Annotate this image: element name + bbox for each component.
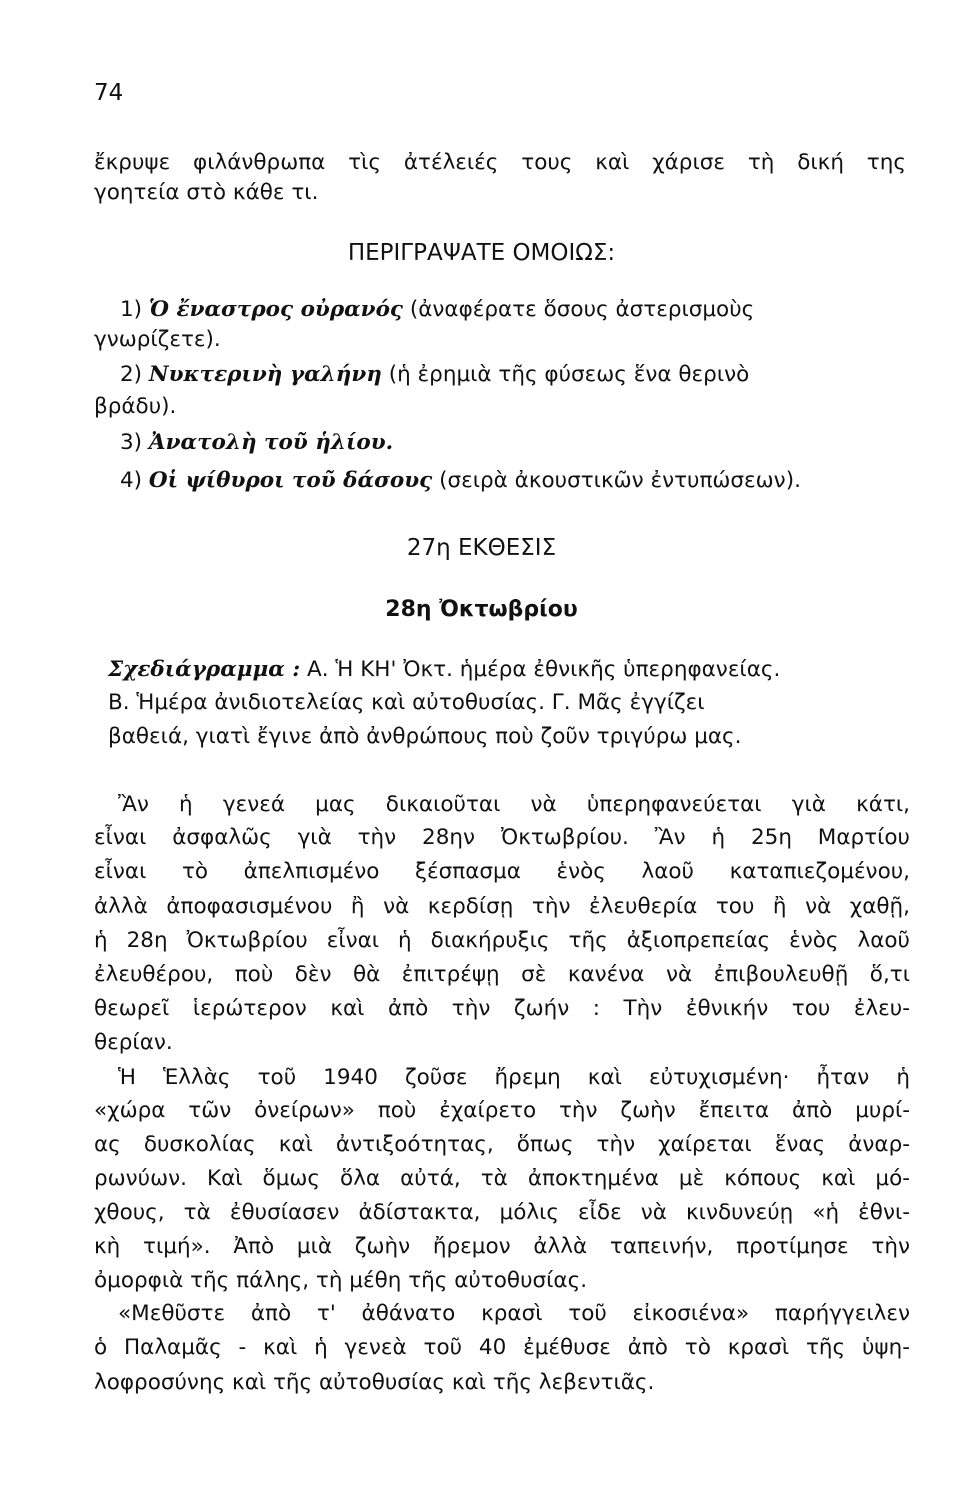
essay-number-heading: 27η ΕΚΘΕΣΙΣ bbox=[406, 535, 557, 561]
item-number: 1) bbox=[120, 297, 143, 322]
outline-text: Α. Ἡ ΚΗ' Ὀκτ. ἡμέρα ἐθνικῆς ὑπερηφανείας. bbox=[300, 657, 781, 682]
item-note: (ἡ ἐρημιὰ τῆς φύσεως ἕνα θερινὸ bbox=[381, 362, 750, 387]
essay-title-heading: 28η Ὀκτωβρίου bbox=[385, 597, 578, 622]
item-note: (ἀναφέρατε ὅσους ἀστερισμοὺς bbox=[403, 297, 755, 322]
para1-line-2: εἶναι ἀσφαλῶς γιὰ τὴν 28ην Ὀκτωβρίου. Ἂν ἡ 25η Μαρτίου bbox=[94, 825, 910, 850]
outline-line-2: Β. Ἡμέρα ἀνιδιοτελείας καὶ αὐτοθυσίας. Γ. Μᾶς ἐγγίζει bbox=[108, 690, 705, 715]
para1-line-6: ἐλευθέρου, ποὺ δὲν θὰ ἐπιτρέψῃ σὲ κανένα νὰ ἐπιβουλευθῇ ὅ,τι bbox=[94, 962, 910, 987]
para2-line-4: ρωνύων. Καὶ ὅμως ὅλα αὐτά, τὰ ἀποκτημένα μὲ κόπους καὶ μό- bbox=[94, 1166, 910, 1191]
item-number: 4) bbox=[120, 468, 143, 493]
exercise-item-1-cont: γνωρίζετε). bbox=[94, 327, 221, 352]
page-number: 74 bbox=[94, 80, 124, 106]
para1-line-3: εἶναι τὸ ἀπελπισμένο ξέσπασμα ἑνὸς λαοῦ καταπιεζομένου, bbox=[94, 859, 910, 884]
para1-line-5: ἡ 28η Ὀκτωβρίου εἶναι ἡ διακήρυξις τῆς ἀξιοπρεπείας ἑνὸς λαοῦ bbox=[94, 928, 910, 953]
para2-line-5: χθους, τὰ ἐθυσίασεν ἀδίστακτα, μόλις εἶδε νὰ κινδυνεύῃ «ἡ ἐθνι- bbox=[94, 1200, 910, 1225]
para1-line-4: ἀλλὰ ἀποφασισμένου ἢ νὰ κερδίσῃ τὴν ἐλευθερία του ἢ νὰ χαθῇ, bbox=[94, 894, 910, 919]
item-title: Ἀνατολὴ τοῦ ἡλίου. bbox=[148, 430, 394, 455]
para2-line-7: ὀμορφιὰ τῆς πάλης, τὴ μέθη τῆς αὐτοθυσίας. bbox=[94, 1268, 588, 1293]
item-title: Νυκτερινὴ γαλήνη bbox=[148, 362, 382, 387]
intro-line-1: ἔκρυψε φιλάνθρωπα τὶς ἀτέλειές τους καὶ χάρισε τὴ δική της bbox=[94, 150, 906, 175]
item-title: Οἱ ψίθυροι τοῦ δάσους bbox=[148, 468, 433, 493]
para2-line-2: «χώρα τῶν ὀνείρων» ποὺ ἐχαίρετο τὴν ζωὴν ἔπειτα ἀπὸ μυρί- bbox=[94, 1098, 910, 1123]
outline-label: Σχεδιάγραμμα : bbox=[108, 657, 301, 682]
para2-line-6: κὴ τιμή». Ἀπὸ μιὰ ζωὴν ἤρεμον ἀλλὰ ταπεινήν, προτίμησε τὴν bbox=[94, 1234, 910, 1259]
item-note: (σειρὰ ἀκουστικῶν ἐντυπώσεων). bbox=[432, 468, 801, 493]
section-heading: ΠΕΡΙΓΡΑΨΑΤΕ ΟΜΟΙΩΣ: bbox=[347, 240, 616, 266]
para1-line-7: θεωρεῖ ἱερώτερον καὶ ἀπὸ τὴν ζωήν : Τὴν ἐθνικήν του ἐλευ- bbox=[94, 996, 910, 1021]
para3-line-2: ὁ Παλαμᾶς - καὶ ἡ γενεὰ τοῦ 40 ἐμέθυσε ἀπὸ τὸ κρασὶ τῆς ὑψη- bbox=[94, 1335, 910, 1360]
para1-line-1: Ἂν ἡ γενεά μας δικαιοῦται νὰ ὑπερηφανεύεται γιὰ κάτι, bbox=[118, 792, 910, 817]
para2-line-1: Ἡ Ἑλλὰς τοῦ 1940 ζοῦσε ἤρεμη καὶ εὐτυχισμένη· ἦταν ἡ bbox=[118, 1065, 910, 1090]
item-number: 2) bbox=[120, 362, 143, 387]
outline-line-1 bbox=[108, 655, 908, 685]
exercise-item-4 bbox=[120, 466, 910, 496]
para3-line-3: λοφροσύνης καὶ τῆς αὐτοθυσίας καὶ τῆς λεβεντιᾶς. bbox=[94, 1370, 655, 1395]
exercise-item-3 bbox=[120, 428, 910, 458]
para3-line-1: «Μεθῦστε ἀπὸ τ' ἀθάνατο κρασὶ τοῦ εἰκοσιένα» παρήγγειλεν bbox=[118, 1301, 910, 1326]
item-number: 3) bbox=[120, 430, 143, 455]
outline-line-3: βαθειά, γιατὶ ἔγινε ἀπὸ ἀνθρώπους ποὺ ζοῦν τριγύρω μας. bbox=[108, 724, 742, 749]
exercise-item-2-cont: βράδυ). bbox=[94, 394, 177, 419]
item-title: Ὁ ἔναστρος οὐρανός bbox=[148, 297, 404, 322]
exercise-item-2 bbox=[120, 360, 910, 390]
para1-line-8: θερίαν. bbox=[94, 1030, 173, 1055]
exercise-item-1 bbox=[120, 295, 910, 325]
intro-line-2: γοητεία στὸ κάθε τι. bbox=[94, 180, 319, 205]
para2-line-3: ας δυσκολίας καὶ ἀντιξοότητας, ὅπως τὴν χαίρεται ἕνας ἀναρ- bbox=[94, 1132, 910, 1157]
